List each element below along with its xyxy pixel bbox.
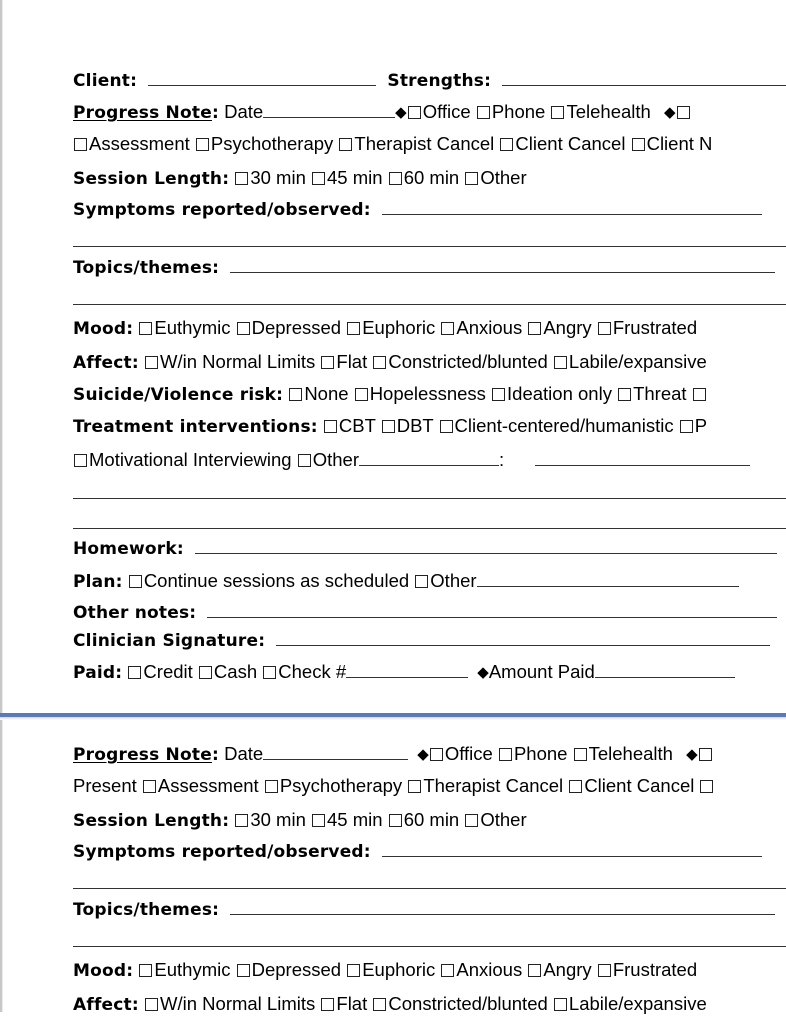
risk-more-checkbox[interactable]	[693, 388, 706, 401]
session-type-row-2	[73, 775, 715, 797]
45min-checkbox[interactable]	[312, 172, 325, 185]
therapist-cancel-checkbox[interactable]	[339, 138, 352, 151]
risk-none-label: None	[304, 383, 349, 404]
60min-checkbox-2[interactable]	[389, 814, 402, 827]
mood-row-2	[73, 959, 697, 982]
mood-label: Mood:	[73, 319, 134, 339]
30min-label-2: 30 min	[250, 809, 306, 830]
credit-checkbox[interactable]	[128, 666, 141, 679]
other-length-checkbox-2[interactable]	[465, 814, 478, 827]
threat-label: Threat	[633, 383, 687, 404]
anxious-checkbox-2[interactable]	[441, 964, 454, 977]
euphoric-checkbox-2[interactable]	[347, 964, 360, 977]
other-intervention-field[interactable]	[359, 451, 499, 466]
check-checkbox[interactable]	[263, 666, 276, 679]
amount-paid-field[interactable]	[595, 663, 735, 678]
60min-label-2: 60 min	[403, 809, 460, 830]
symptoms-continuation-line[interactable]	[73, 246, 786, 247]
topics-row-2	[73, 898, 775, 921]
euphoric-label-2: Euphoric	[362, 959, 436, 980]
session-length-row-2	[73, 809, 527, 832]
60min-checkbox[interactable]	[389, 172, 402, 185]
euthymic-label: Euthymic	[154, 317, 231, 338]
interventions-row-2	[73, 449, 750, 471]
assessment-label: Assessment	[89, 133, 190, 154]
attendance-checkbox[interactable]	[677, 106, 690, 119]
depressed-checkbox-2[interactable]	[237, 964, 250, 977]
progress-note-label: Progress Note	[73, 103, 212, 123]
plan-other-checkbox[interactable]	[415, 575, 428, 588]
symptoms-continuation-line-2[interactable]	[73, 888, 786, 889]
client-noshow-label: Client N	[646, 133, 713, 154]
continue-sessions-label: Continue sessions as scheduled	[143, 570, 410, 591]
45min-checkbox-2[interactable]	[312, 814, 325, 827]
labile-checkbox[interactable]	[554, 356, 567, 369]
flat-checkbox[interactable]	[321, 356, 334, 369]
flat-label: Flat	[336, 351, 368, 372]
dbt-checkbox[interactable]	[382, 420, 395, 433]
interventions-row	[73, 415, 707, 438]
telehealth-checkbox-2[interactable]	[574, 748, 587, 761]
threat-checkbox[interactable]	[618, 388, 631, 401]
interventions-line-2[interactable]	[73, 528, 786, 529]
session-length-row	[73, 167, 527, 190]
labile-checkbox-2[interactable]	[554, 998, 567, 1011]
date-field-2[interactable]	[263, 745, 408, 760]
client-field[interactable]	[148, 71, 376, 86]
symptoms-field[interactable]	[382, 200, 762, 215]
phone-checkbox[interactable]	[477, 106, 490, 119]
strengths-field[interactable]	[502, 71, 786, 86]
anxious-label-2: Anxious	[456, 959, 523, 980]
labile-label: Labile/expansive	[568, 351, 707, 372]
page-left-edge-shadow	[2, 0, 3, 1012]
signature-field[interactable]	[276, 631, 770, 646]
mood-label-2: Mood:	[73, 961, 134, 981]
homework-label: Homework:	[73, 539, 184, 559]
symptoms-label: Symptoms reported/observed:	[73, 200, 371, 220]
30min-checkbox-2[interactable]	[235, 814, 248, 827]
present-label: Present	[73, 775, 137, 796]
signature-label: Clinician Signature:	[73, 631, 266, 651]
frustrated-label: Frustrated	[612, 317, 698, 338]
assessment-checkbox-2[interactable]	[143, 780, 156, 793]
client-cancel-checkbox-2[interactable]	[569, 780, 582, 793]
motivational-label: Motivational Interviewing	[89, 449, 292, 470]
telehealth-option-label-2: Telehealth	[588, 743, 673, 764]
45min-label: 45 min	[327, 167, 383, 188]
other-notes-field[interactable]	[207, 603, 777, 618]
anxious-checkbox[interactable]	[441, 322, 454, 335]
affect-row-2	[73, 993, 707, 1016]
attendance-checkbox-2[interactable]	[699, 748, 712, 761]
topics-continuation-line[interactable]	[73, 304, 786, 305]
office-checkbox[interactable]	[408, 106, 421, 119]
therapist-cancel-label-2: Therapist Cancel	[423, 775, 564, 796]
telehealth-checkbox[interactable]	[551, 106, 564, 119]
60min-label: 60 min	[403, 167, 460, 188]
amount-paid-label: Amount Paid	[488, 661, 595, 682]
wnl-checkbox-2[interactable]	[145, 998, 158, 1011]
other-length-checkbox[interactable]	[465, 172, 478, 185]
constricted-label: Constricted/blunted	[388, 351, 548, 372]
other-intervention-detail-field[interactable]	[535, 451, 750, 466]
plan-label: Plan:	[73, 572, 123, 592]
p-intervention-label: P	[694, 415, 708, 436]
continue-sessions-checkbox[interactable]	[129, 575, 142, 588]
cash-checkbox[interactable]	[199, 666, 212, 679]
dbt-label: DBT	[396, 415, 434, 436]
topics-field[interactable]	[230, 258, 775, 273]
euthymic-checkbox[interactable]	[139, 322, 152, 335]
hopelessness-checkbox[interactable]	[355, 388, 368, 401]
client-noshow-checkbox[interactable]	[632, 138, 645, 151]
other-intervention-colon: :	[499, 449, 505, 470]
diamond-bullet-icon: ◆	[686, 746, 698, 763]
flat-checkbox-2[interactable]	[321, 998, 334, 1011]
client-label: Client:	[73, 71, 138, 91]
psychotherapy-label: Psychotherapy	[210, 133, 334, 154]
progress-note-label-2: Progress Note	[73, 745, 212, 765]
mood-row	[73, 317, 697, 340]
other-notes-row	[73, 601, 777, 624]
topics-row	[73, 256, 775, 279]
cbt-label: CBT	[338, 415, 376, 436]
euthymic-label-2: Euthymic	[154, 959, 231, 980]
topics-field-2[interactable]	[230, 900, 775, 915]
plan-other-field[interactable]	[477, 572, 739, 587]
phone-option-label: Phone	[491, 101, 546, 122]
signature-row	[73, 629, 770, 652]
wnl-label: W/in Normal Limits	[160, 351, 316, 372]
affect-label-2: Affect:	[73, 995, 139, 1015]
psychotherapy-label-2: Psychotherapy	[279, 775, 403, 796]
credit-label: Credit	[143, 661, 193, 682]
session-length-label-2: Session Length:	[73, 811, 230, 831]
30min-label: 30 min	[250, 167, 306, 188]
risk-label: Suicide/Violence risk:	[73, 385, 284, 405]
client-centered-label: Client-centered/humanistic	[454, 415, 674, 436]
topics-continuation-line-2[interactable]	[73, 946, 786, 947]
progress-note-colon-2: :	[211, 745, 219, 765]
section-divider-shadow	[0, 717, 786, 720]
30min-checkbox[interactable]	[235, 172, 248, 185]
frustrated-checkbox-2[interactable]	[598, 964, 611, 977]
depressed-label-2: Depressed	[251, 959, 342, 980]
symptoms-row	[73, 198, 762, 221]
affect-label: Affect:	[73, 353, 139, 373]
plan-row	[73, 570, 739, 593]
office-option-label-2: Office	[444, 743, 493, 764]
other-intervention-checkbox[interactable]	[298, 454, 311, 467]
client-centered-checkbox[interactable]	[440, 420, 453, 433]
date-label: Date	[224, 101, 264, 122]
date-field[interactable]	[263, 103, 395, 118]
frustrated-checkbox[interactable]	[598, 322, 611, 335]
strengths-label: Strengths:	[387, 71, 492, 91]
angry-checkbox-2[interactable]	[528, 964, 541, 977]
assessment-checkbox[interactable]	[74, 138, 87, 151]
topics-label: Topics/themes:	[73, 258, 220, 278]
office-checkbox-2[interactable]	[430, 748, 443, 761]
paid-row	[73, 661, 735, 684]
other-notes-label: Other notes:	[73, 603, 197, 623]
check-label: Check #	[278, 661, 347, 682]
plan-other-label: Other	[430, 570, 477, 591]
risk-none-checkbox[interactable]	[289, 388, 302, 401]
angry-label: Angry	[543, 317, 592, 338]
session-length-label: Session Length:	[73, 169, 230, 189]
depressed-label: Depressed	[251, 317, 342, 338]
constricted-checkbox-2[interactable]	[373, 998, 386, 1011]
45min-label-2: 45 min	[327, 809, 383, 830]
interventions-label: Treatment interventions:	[73, 417, 318, 437]
wnl-label-2: W/in Normal Limits	[160, 993, 316, 1014]
anxious-label: Anxious	[456, 317, 523, 338]
psychotherapy-checkbox-2[interactable]	[265, 780, 278, 793]
client-cancel-checkbox[interactable]	[500, 138, 513, 151]
wnl-checkbox[interactable]	[145, 356, 158, 369]
angry-checkbox[interactable]	[528, 322, 541, 335]
phone-checkbox-2[interactable]	[499, 748, 512, 761]
diamond-bullet-icon: ◆	[477, 664, 489, 681]
date-label-2: Date	[224, 743, 264, 764]
client-cancel-label: Client Cancel	[515, 133, 626, 154]
motivational-checkbox[interactable]	[74, 454, 87, 467]
risk-row	[73, 383, 708, 406]
topics-label-2: Topics/themes:	[73, 900, 220, 920]
paid-label: Paid:	[73, 663, 123, 683]
progress-note-row	[73, 101, 692, 124]
office-option-label: Office	[422, 101, 471, 122]
psychotherapy-checkbox[interactable]	[196, 138, 209, 151]
euthymic-checkbox-2[interactable]	[139, 964, 152, 977]
p-intervention-checkbox[interactable]	[680, 420, 693, 433]
therapist-cancel-label: Therapist Cancel	[354, 133, 495, 154]
session-type-row	[73, 133, 712, 155]
diamond-bullet-icon: ◆	[417, 746, 429, 763]
constricted-label-2: Constricted/blunted	[388, 993, 548, 1014]
other-intervention-label: Other	[312, 449, 359, 470]
interventions-line-1[interactable]	[73, 498, 786, 499]
symptoms-row-2	[73, 840, 762, 863]
diamond-bullet-icon: ◆	[395, 104, 407, 121]
cbt-checkbox[interactable]	[324, 420, 337, 433]
phone-option-label-2: Phone	[513, 743, 568, 764]
symptoms-label-2: Symptoms reported/observed:	[73, 842, 371, 862]
angry-label-2: Angry	[543, 959, 592, 980]
client-cancel-label-2: Client Cancel	[584, 775, 695, 796]
other-length-label-2: Other	[480, 809, 527, 830]
ideation-checkbox[interactable]	[492, 388, 505, 401]
other-length-label: Other	[480, 167, 527, 188]
assessment-label-2: Assessment	[157, 775, 259, 796]
progress-note-row-2	[73, 743, 714, 766]
euphoric-label: Euphoric	[362, 317, 436, 338]
hopelessness-label: Hopelessness	[369, 383, 486, 404]
telehealth-option-label: Telehealth	[566, 101, 651, 122]
frustrated-label-2: Frustrated	[612, 959, 698, 980]
therapist-cancel-checkbox-2[interactable]	[408, 780, 421, 793]
depressed-checkbox[interactable]	[237, 322, 250, 335]
labile-label-2: Labile/expansive	[568, 993, 707, 1014]
ideation-label: Ideation only	[507, 383, 612, 404]
flat-label-2: Flat	[336, 993, 368, 1014]
client-noshow-checkbox-2[interactable]	[700, 780, 713, 793]
client-row	[73, 69, 786, 92]
diamond-bullet-icon: ◆	[663, 104, 676, 121]
homework-row	[73, 537, 777, 560]
euphoric-checkbox[interactable]	[347, 322, 360, 335]
check-number-field[interactable]	[346, 663, 468, 678]
constricted-checkbox[interactable]	[373, 356, 386, 369]
affect-row	[73, 351, 707, 374]
symptoms-field-2[interactable]	[382, 842, 762, 857]
cash-label: Cash	[213, 661, 258, 682]
progress-note-colon: :	[211, 103, 219, 123]
homework-field[interactable]	[195, 539, 777, 554]
